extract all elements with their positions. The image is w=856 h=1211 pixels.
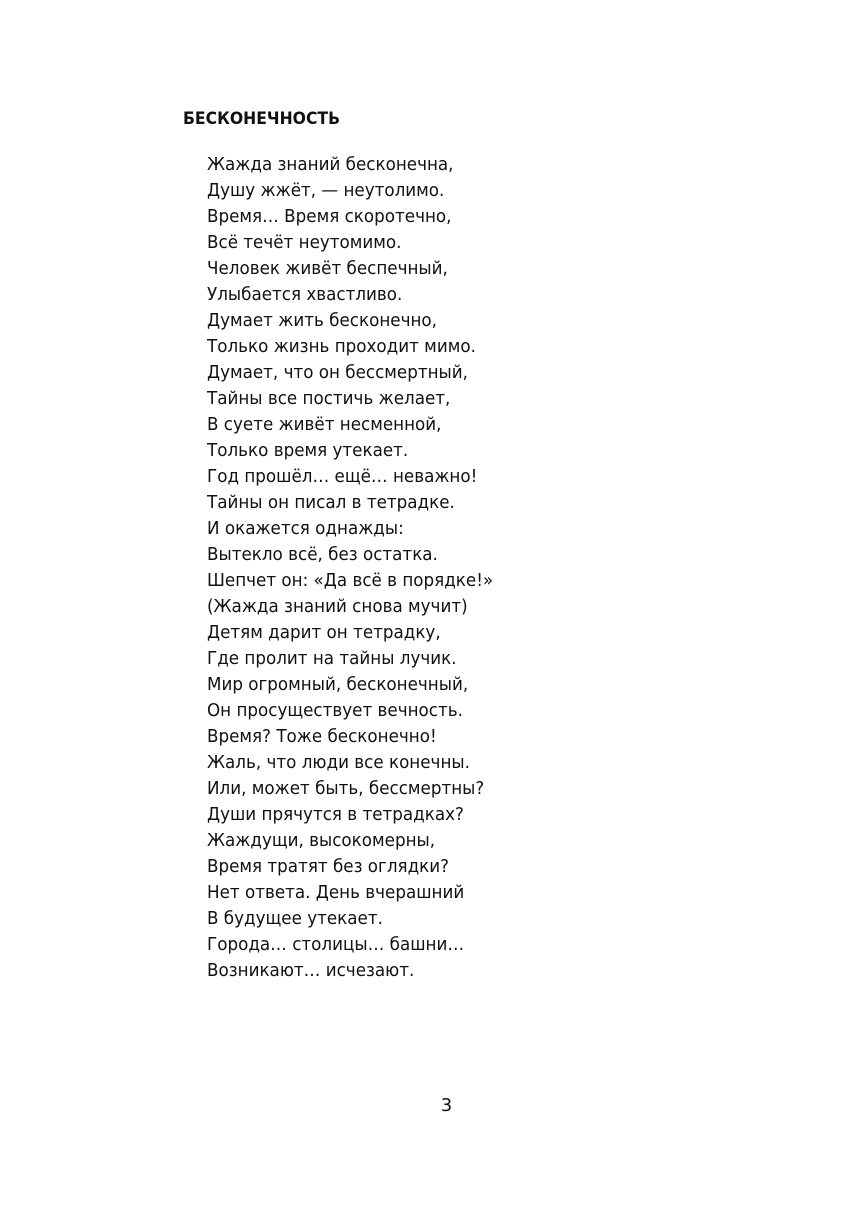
- poem-line: Вытекло всё, без остатка.: [207, 544, 438, 565]
- poem-line: Только время утекает.: [207, 440, 409, 461]
- poem-body: [207, 152, 515, 984]
- poem-line: Жаль, что люди все конечны.: [207, 752, 470, 773]
- poem-line: Время тратят без оглядки?: [207, 856, 450, 877]
- poem-line: И окажется однажды:: [207, 518, 404, 539]
- poem-line: Думает жить бесконечно,: [207, 310, 437, 331]
- poem-line: Жажда знаний бесконечна,: [207, 154, 454, 175]
- poem-line: Время? Тоже бесконечно!: [207, 726, 437, 747]
- poem-line: Тайны он писал в тетрадке.: [207, 492, 455, 513]
- poem-line: Где пролит на тайны лучик.: [207, 648, 457, 669]
- poem-line: Нет ответа. День вчерашний: [207, 882, 465, 903]
- poem-line: Жаждущи, высокомерны,: [207, 830, 436, 851]
- poem-line: В будущее утекает.: [207, 908, 383, 929]
- poem-line: Душу жжёт, — неутолимо.: [207, 180, 445, 201]
- poem-line: Время… Время скоротечно,: [207, 206, 452, 227]
- poem-title: БЕСКОНЕЧНОСТЬ: [183, 109, 341, 129]
- poem-line: Думает, что он бессмертный,: [207, 362, 468, 383]
- poem-line: Год прошёл… ещё… неважно!: [207, 466, 478, 487]
- poem-line: Он просуществует вечность.: [207, 700, 463, 721]
- poem-line: Возникают… исчезают.: [207, 960, 415, 981]
- poem-line: Улыбается хвастливо.: [207, 284, 403, 305]
- poem-line: Тайны все постичь желает,: [207, 388, 451, 409]
- poem-line: Детям дарит он тетрадку,: [207, 622, 441, 643]
- poem-line: Или, может быть, бессмертны?: [207, 778, 485, 799]
- poem-line: Только жизнь проходит мимо.: [207, 336, 476, 357]
- poem-line: Мир огромный, бесконечный,: [207, 674, 469, 695]
- poem-line: Всё течёт неутомимо.: [207, 232, 402, 253]
- page-number: 3: [440, 1095, 453, 1116]
- poem-line: Города… столицы… башни…: [207, 934, 465, 955]
- poem-line: (Жажда знаний снова мучит): [207, 596, 468, 617]
- poem-line: В суете живёт несменной,: [207, 414, 442, 435]
- poem-line: Души прячутся в тетрадках?: [207, 804, 464, 825]
- poem-line: Человек живёт беспечный,: [207, 258, 448, 279]
- poem-line: Шепчет он: «Да всё в порядке!»: [207, 570, 494, 591]
